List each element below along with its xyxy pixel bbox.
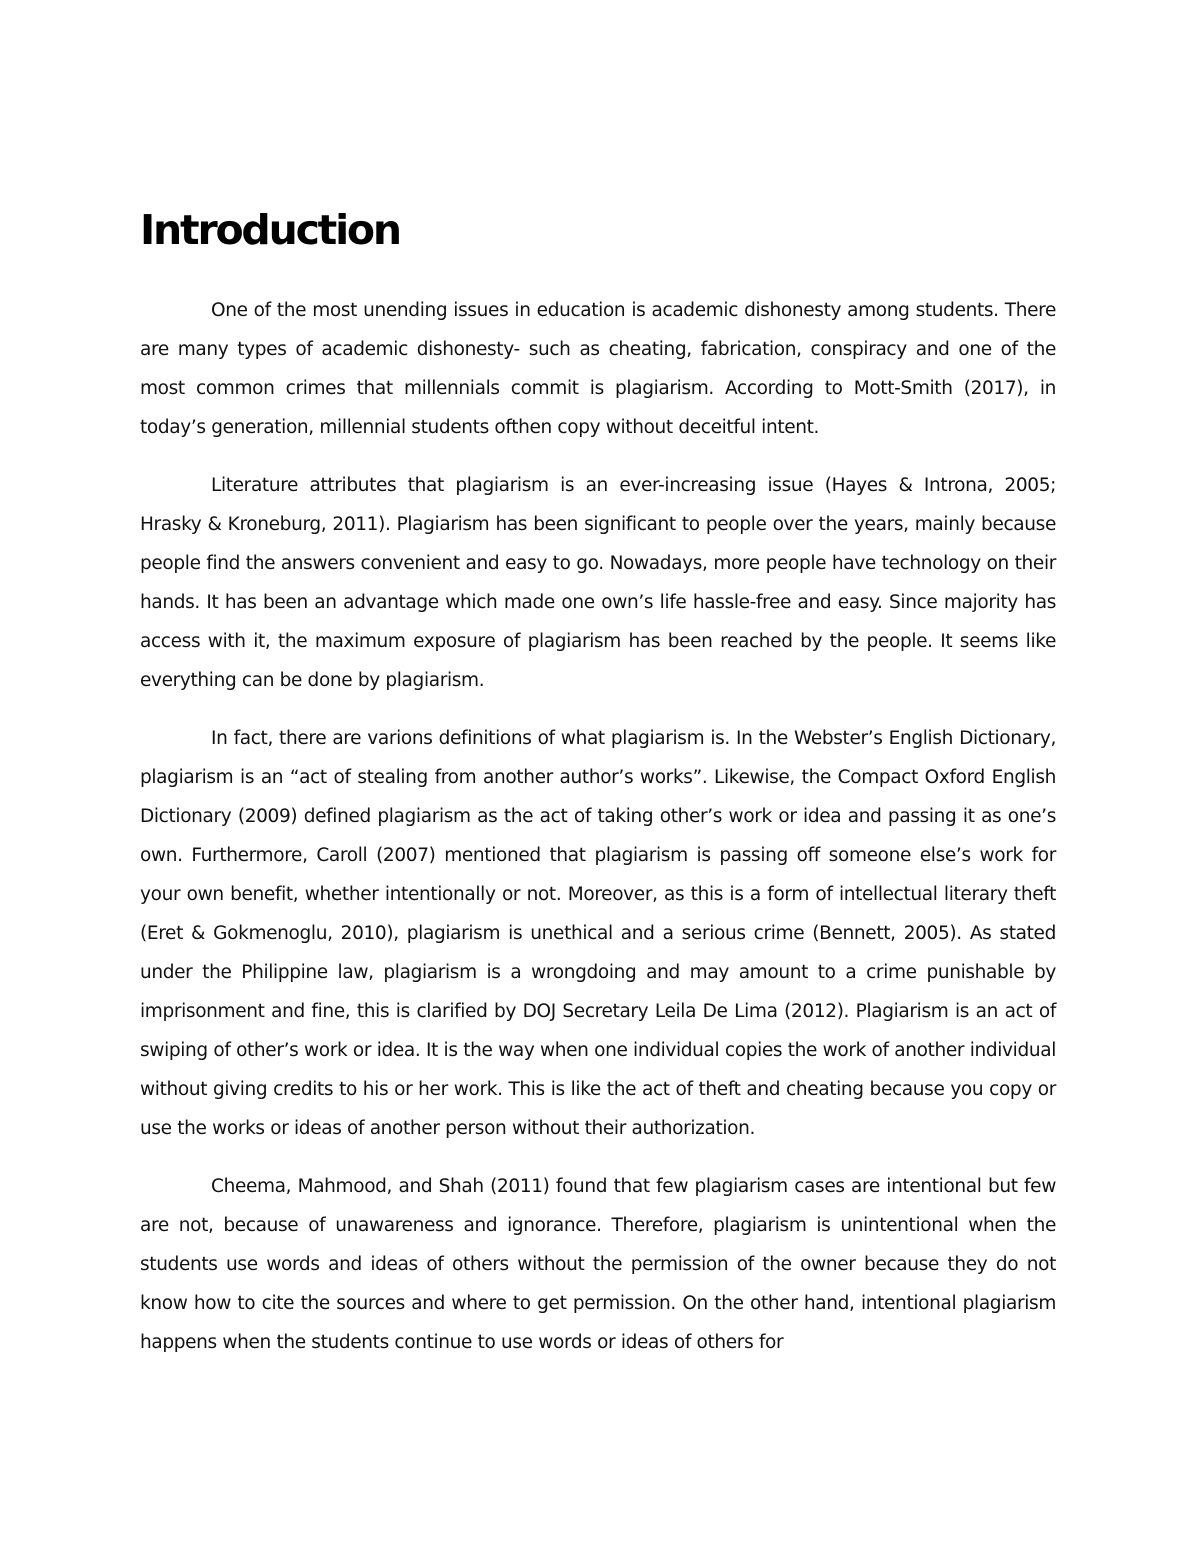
paragraph-3: In fact, there are varions definitions of what plagiarism is. In the Webster’s English Dictionary, plagiarism is an “act of stealing from another author’s works”. Likewise, the Compact Oxford English Dictionary (2009) defined plagiarism as the act of taking other’s work or idea and passing it as one’s own. Furthermore, Caroll (2007) mentioned that plagiarism is passing off someone else’s work for your own benefit, whether intentionally or not. Moreover, as this is a form of intellectual literary theft (Eret & Gokmenoglu, 2010), plagiarism is unethical and a serious crime (Bennett, 2005). As stated under the Philippine law, plagiarism is a wrongdoing and may amount to a crime punishable by imprisonment and fine, this is clarified by DOJ Secretary Leila De Lima (2012). Plagiarism is an act of swiping of other’s work or idea. It is the way when one individual copies the work of another individual without giving credits to his or her work. This is like the act of theft and cheating because you copy or use the works or ideas of another person without their authorization. — [140, 728, 1056, 1139]
body-text — [140, 291, 1056, 1381]
section-heading: Introduction — [140, 206, 400, 254]
paragraph-1: One of the most unending issues in education is academic dishonesty among students. There are many types of academic dishonesty- such as cheating, fabrication, conspiracy and one of the most common crimes that millennials commit is plagiarism. According to Mott-Smith (2017), in today’s generation, millennial students ofthen copy without deceitful intent. — [140, 300, 1056, 438]
paragraph-2: Literature attributes that plagiarism is an ever-increasing issue (Hayes & Introna, 2005; Hrasky & Kroneburg, 2011). Plagiarism has been significant to people over the years, mainly because people find the answers convenient and easy to go. Nowadays, more people have technology on their hands. It has been an advantage which made one own’s life hassle-free and easy. Since majority has access with it, the maximum exposure of plagiarism has been reached by the people. It seems like everything can be done by plagiarism. — [140, 475, 1056, 691]
paragraph-4: Cheema, Mahmood, and Shah (2011) found that few plagiarism cases are intentional but few are not, because of unawareness and ignorance. Therefore, plagiarism is unintentional when the students use words and ideas of others without the permission of the owner because they do not know how to cite the sources and where to get permission. On the other hand, intentional plagiarism happens when the students continue to use words or ideas of others for — [140, 1176, 1056, 1353]
